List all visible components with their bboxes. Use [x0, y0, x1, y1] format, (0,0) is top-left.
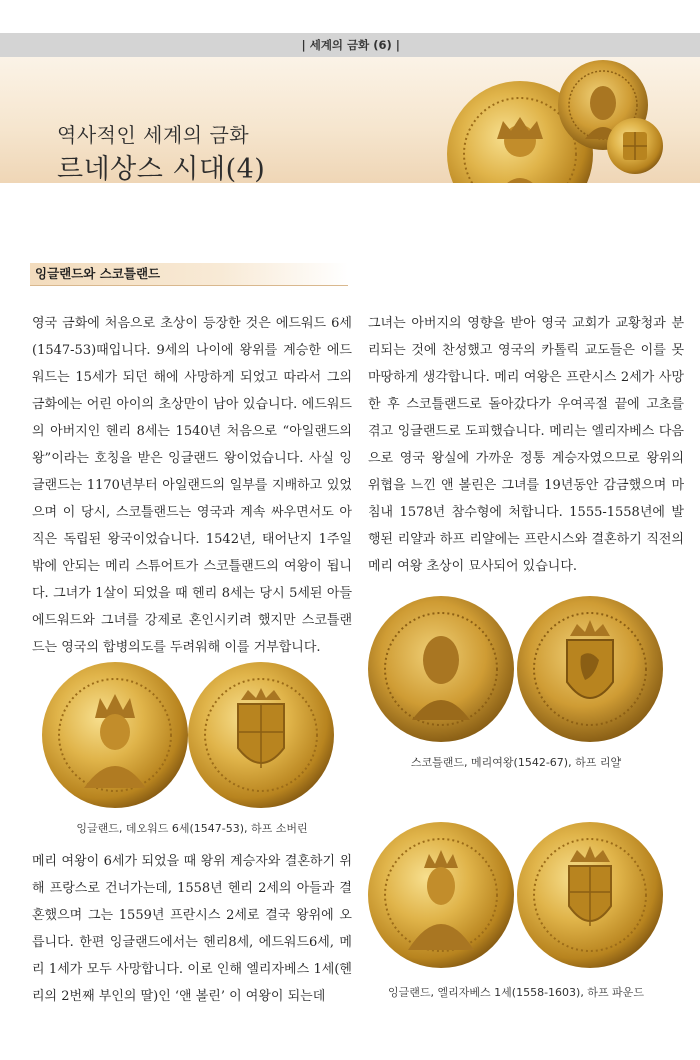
coin-mary-obverse: [366, 594, 516, 744]
series-tag: | 세계의 금화 (6) |: [301, 38, 400, 52]
body-paragraph-right: 그녀는 아버지의 영향을 받아 영국 교회가 교황청과 분리되는 것에 찬성했고 영국의 카톨릭 교도들은 이를 못마땅하게 생각합니다. 메리 여왕은 프란시스 2세가 사망한 후 스코틀랜드로 돌아갔다가 우여곡절 끝에 고초를 겪고 잉글랜드로 도피했습니다. 메리는 엘리자베스 다음으로 영국 왕실에 가까운 정통 계승자였으므로 왕위의 위협을 느낀 앤 볼린은 그녀를 19년동안 감금했으며 마침내 1578년 참수형에 처합니다. 1555-1558년에 발행된 리얄과 하프 리얄에는 프란시스와 결혼하기 직전의 메리 여왕 초상이 묘사되어 있습니다.: [368, 316, 684, 574]
title-banner: [0, 57, 700, 183]
page-title-line1: 역사적인 세계의 금화: [57, 123, 250, 147]
coin-edward-obverse: [40, 660, 190, 810]
section-heading: [30, 263, 348, 286]
coin-elizabeth-obverse: [366, 820, 516, 970]
banner-coin-small: [606, 117, 664, 175]
header-bar: [0, 33, 700, 57]
coin-elizabeth-reverse: [515, 820, 665, 970]
coin-edward-reverse: [186, 660, 336, 810]
body-paragraph-left-bottom: 메리 여왕이 6세가 되었을 때 왕위 계승자와 결혼하기 위해 프랑스로 건너가는데, 1558년 헨리 2세의 아들과 결혼했으며 그는 1559년 프란시스 2세로 결국 왕위에 오릅니다. 한편 잉글랜드에서는 헨리8세, 에드워드6세, 메리 1세가 모두 사망합니다. 이로 인해 엘리자베스 1세(헨리의 2번째 부인의 딸)인 ‘앤 볼린’ 이 여왕이 되는데: [32, 854, 352, 1004]
caption-elizabeth: 잉글랜드, 엘리자베스 1세(1558-1603), 하프 파운드: [388, 986, 644, 999]
coin-mary-reverse: [515, 594, 665, 744]
caption-mary: 스코틀랜드, 메리여왕(1542-67), 하프 리얄: [410, 756, 622, 769]
section-heading-text: 잉글랜드와 스코틀랜드: [35, 266, 161, 281]
page-title-line2: 르네상스 시대(4): [57, 154, 266, 183]
body-paragraph-left-top: 영국 금화에 처음으로 초상이 등장한 것은 에드워드 6세(1547-53)때입니다. 9세의 나이에 왕위를 계승한 에드워드는 15세가 되던 해에 사망하게 되었고 따라서 그의 금화에는 어린 아이의 초상만이 남아 있습니다. 에드워드의 아버지인 헨리 8세는 1540년 처음으로 “아일랜드의 왕”이라는 호칭을 받은 잉글랜드 왕이었습니다. 사실 잉글랜드는 1170년부터 아일랜드의 일부를 지배하고 있었으며 이 당시, 스코틀랜드는 영국과 계속 싸우면서도 아직은 독립된 왕국이었습니다. 1542년, 태어난지 1주일 밖에 안되는 메리 스튜어트가 스코틀랜드의 여왕이 됩니다. 그녀가 1살이 되었을 때 헨리 8세는 당시 5세된 아들 에드워드와 그녀를 강제로 혼인시키려 했지만 스코틀랜드는 영국의 합병의도를 두려워해 이를 거부합니다.: [32, 316, 352, 655]
caption-edward: 잉글랜드, 데오워드 6세(1547-53), 하프 소버린: [76, 822, 308, 835]
